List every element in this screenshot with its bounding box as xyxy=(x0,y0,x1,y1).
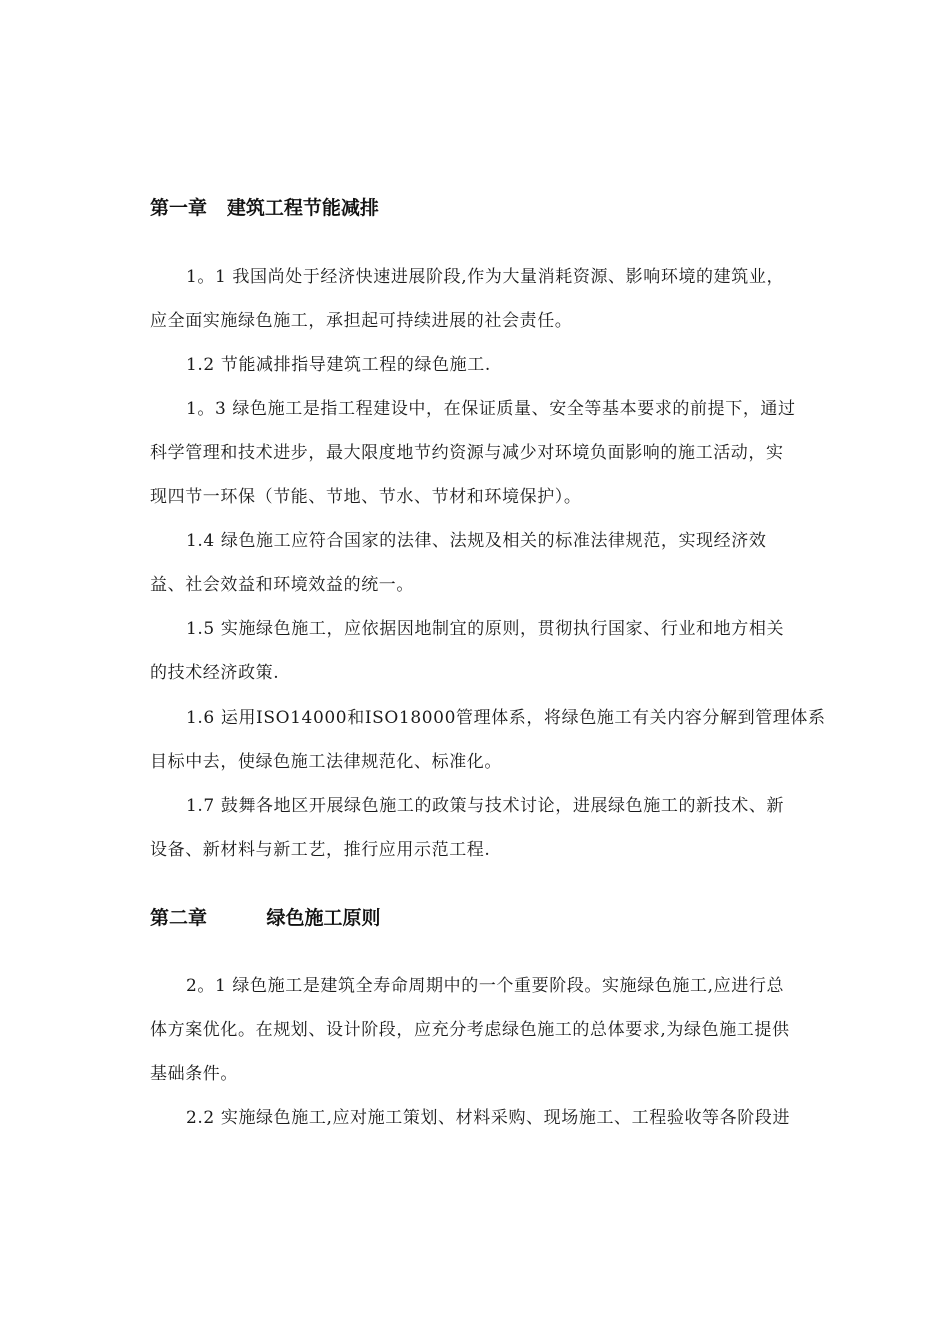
chapter-2-title: 第二章 绿色施工原则 xyxy=(150,907,381,929)
paragraph-line: 1。3 绿色施工是指工程建设中，在保证质量、安全等基本要求的前提下，通过 xyxy=(186,399,796,419)
paragraph-line: 应全面实施绿色施工，承担起可持续进展的社会责任。 xyxy=(150,311,573,331)
paragraph-line: 目标中去，使绿色施工法律规范化、标准化。 xyxy=(150,752,502,772)
paragraph-line: 体方案优化。在规划、设计阶段，应充分考虑绿色施工的总体要求,为绿色施工提供 xyxy=(150,1020,790,1040)
paragraph-line: 科学管理和技术进步，最大限度地节约资源与减少对环境负面影响的施工活动，实 xyxy=(150,443,784,463)
paragraph-line: 1.2 节能减排指导建筑工程的绿色施工. xyxy=(186,355,491,375)
paragraph-line: 2.2 实施绿色施工,应对施工策划、材料采购、现场施工、工程验收等各阶段进 xyxy=(186,1108,791,1128)
paragraph-line: 1.4 绿色施工应符合国家的法律、法规及相关的标准法律规范，实现经济效 xyxy=(186,531,767,551)
paragraph-line: 1.5 实施绿色施工，应依据因地制宜的原则，贯彻执行国家、行业和地方相关 xyxy=(186,619,785,639)
paragraph-line: 现四节一环保（节能、节地、节水、节材和环境保护）。 xyxy=(150,487,582,507)
paragraph-line: 1.7 鼓舞各地区开展绿色施工的政策与技术讨论，进展绿色施工的新技术、新 xyxy=(186,796,785,816)
paragraph-line: 设备、新材料与新工艺，推行应用示范工程. xyxy=(150,840,491,860)
paragraph-line: 1.6 运用ISO14000和ISO18000管理体系，将绿色施工有关内容分解到管理体系 xyxy=(186,708,826,728)
paragraph-line: 益、社会效益和环境效益的统一。 xyxy=(150,575,414,595)
chapter-1-title: 第一章 建筑工程节能减排 xyxy=(150,197,379,219)
paragraph-line: 1。1 我国尚处于经济快速进展阶段,作为大量消耗资源、影响环境的建筑业， xyxy=(186,267,785,287)
paragraph-line: 基础条件。 xyxy=(150,1064,238,1084)
paragraph-line: 2。1 绿色施工是建筑全寿命周期中的一个重要阶段。实施绿色施工,应进行总 xyxy=(186,976,785,996)
paragraph-line: 的技术经济政策. xyxy=(150,663,280,683)
